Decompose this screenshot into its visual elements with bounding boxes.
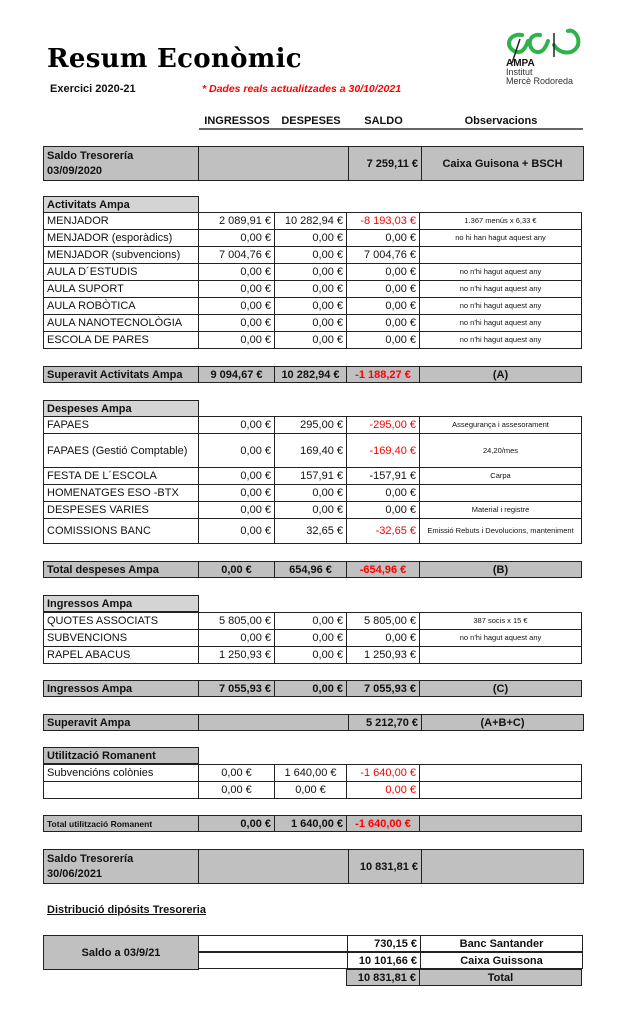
table-row [43, 629, 582, 647]
dist-bank: Caixa Guissona [420, 952, 583, 969]
ampa-logo [500, 25, 590, 95]
col-despeses: DESPESES [281, 115, 341, 127]
dist-total-saldo: 10 831,81 € [346, 969, 420, 986]
row-label: QUOTES ASSOCIATS [43, 612, 199, 630]
table-row [43, 484, 582, 502]
dist-saldo: 730,15 € [347, 935, 421, 952]
section-ingressos: Ingressos Ampa [43, 595, 199, 612]
dist-total-label: Total [419, 969, 582, 986]
despeses-total-row [43, 561, 582, 578]
saldo-inicial-row [43, 146, 584, 181]
dist-empty [198, 935, 348, 952]
row-obs: 1.367 menús x 6,33 € [419, 212, 582, 230]
total-ingressos: 9 094,67 € [198, 366, 275, 383]
row-saldo: -1 640,00 € [346, 764, 420, 782]
row-ingressos: 0,00 € [198, 280, 275, 298]
row-despeses: 0,00 € [274, 229, 347, 247]
row-saldo: 5 805,00 € [346, 612, 420, 630]
dist-saldo: 10 101,66 € [347, 952, 421, 969]
row-saldo: 0,00 € [346, 331, 420, 349]
table-row [43, 246, 582, 264]
distribucio-total-row [346, 969, 582, 986]
row-despeses: 0,00 € [274, 280, 347, 298]
table-row [43, 416, 582, 434]
row-saldo: 0,00 € [346, 263, 420, 281]
table-row [43, 212, 582, 230]
row-despeses: 0,00 € [274, 331, 347, 349]
row-saldo: 0,00 € [346, 280, 420, 298]
saldo-inicial-empty [198, 146, 349, 181]
saldo-inicial-obs: Caixa Guisona + BSCH [421, 146, 584, 181]
row-ingressos: 0,00 € [198, 501, 275, 519]
update-note: * Dades reals actualitzades a 30/10/2021 [202, 83, 402, 95]
total-label: Total despeses Ampa [43, 561, 199, 578]
row-ingressos: 0,00 € [198, 467, 275, 485]
row-obs [419, 646, 582, 664]
superavit-saldo: 5 212,70 € [348, 714, 422, 731]
ingressos-total-row [43, 680, 582, 697]
row-despeses: 295,00 € [274, 416, 347, 434]
total-label: Total utilització Romanent [43, 815, 199, 832]
table-row [43, 433, 582, 468]
row-despeses: 0,00 € [274, 484, 347, 502]
activitats-total-row [43, 366, 582, 383]
row-saldo: -169,40 € [346, 433, 420, 468]
row-obs [419, 764, 582, 782]
row-obs: Carpa [419, 467, 582, 485]
saldo-final-row [43, 849, 584, 884]
row-label: RAPEL ABACUS [43, 646, 199, 664]
distribucio-row [198, 952, 583, 969]
row-despeses: 0,00 € [274, 501, 347, 519]
row-despeses: 32,65 € [274, 518, 347, 544]
superavit-empty [198, 714, 349, 731]
saldo-inicial-value: 7 259,11 € [348, 146, 422, 181]
saldo-inicial-label: Saldo Tresorería 03/09/2020 [43, 146, 199, 181]
table-row [43, 263, 582, 281]
dist-empty [198, 952, 348, 969]
row-label: DESPESES VARIES [43, 501, 199, 519]
superavit-label: Superavit Ampa [43, 714, 199, 731]
logo-ampa: AMPA [506, 58, 535, 69]
row-ingressos: 0,00 € [198, 518, 275, 544]
row-despeses: 0,00 € [274, 781, 347, 799]
total-ingressos: 7 055,93 € [198, 680, 275, 697]
total-saldo: -654,96 € [346, 561, 420, 578]
row-despeses: 0,00 € [274, 612, 347, 630]
row-saldo: -32,65 € [346, 518, 420, 544]
page-title: Resum Econòmic [47, 44, 302, 74]
table-row [43, 501, 582, 519]
row-ingressos: 2 089,91 € [198, 212, 275, 230]
row-ingressos: 0,00 € [198, 764, 275, 782]
logo-school: Mercè Rodoreda [506, 76, 574, 86]
table-row [43, 297, 582, 315]
row-despeses: 10 282,94 € [274, 212, 347, 230]
row-label [43, 781, 199, 799]
distribucio-row [198, 935, 583, 952]
row-obs [419, 484, 582, 502]
row-despeses: 0,00 € [274, 314, 347, 332]
row-saldo: 0,00 € [346, 629, 420, 647]
row-saldo: 1 250,93 € [346, 646, 420, 664]
total-saldo: -1 640,00 € [346, 815, 420, 832]
row-obs: no n'hi hagut aquest any [419, 297, 582, 315]
row-despeses: 1 640,00 € [274, 764, 347, 782]
logo-text [506, 59, 573, 86]
row-label: AULA NANOTECNOLÒGIA [43, 314, 199, 332]
table-row [43, 229, 582, 247]
row-ingressos: 0,00 € [198, 331, 275, 349]
row-ingressos: 0,00 € [198, 629, 275, 647]
row-label: Subvencións colònies [43, 764, 199, 782]
total-saldo: -1 188,27 € [346, 366, 420, 383]
row-obs: no n'hi hagut aquest any [419, 263, 582, 281]
distribucio-title: Distribució dipósits Tresoreria [47, 904, 206, 916]
row-obs [419, 781, 582, 799]
row-saldo: -8 193,03 € [346, 212, 420, 230]
section-activitats: Activitats Ampa [43, 196, 199, 213]
row-despeses: 0,00 € [274, 263, 347, 281]
row-label: FAPAES [43, 416, 199, 434]
row-label: ESCOLA DE PARES [43, 331, 199, 349]
col-ingressos: INGRESSOS [204, 115, 270, 127]
row-obs: Assegurança i assesorament [419, 416, 582, 434]
row-label: SUBVENCIONS [43, 629, 199, 647]
row-saldo: 7 004,76 € [346, 246, 420, 264]
romanent-total-row [43, 815, 582, 832]
total-obs: (A) [419, 366, 582, 383]
dist-bank: Banc Santander [420, 935, 583, 952]
total-ingressos: 0,00 € [198, 561, 275, 578]
col-saldo: SALDO [364, 115, 403, 127]
table-row [43, 280, 582, 298]
row-ingressos: 0,00 € [198, 416, 275, 434]
total-saldo: 7 055,93 € [346, 680, 420, 697]
total-ingressos: 0,00 € [198, 815, 275, 832]
row-saldo: 0,00 € [346, 229, 420, 247]
row-ingressos: 0,00 € [198, 263, 275, 281]
row-ingressos: 0,00 € [198, 433, 275, 468]
row-ingressos: 1 250,93 € [198, 646, 275, 664]
row-obs: no n'hi hagut aquest any [419, 331, 582, 349]
row-saldo: -157,91 € [346, 467, 420, 485]
table-row [43, 467, 582, 485]
table-row [43, 764, 582, 782]
row-despeses: 169,40 € [274, 433, 347, 468]
row-ingressos: 7 004,76 € [198, 246, 275, 264]
saldo-final-empty [198, 849, 349, 884]
row-label: AULA SUPORT [43, 280, 199, 298]
row-obs: no n'hi hagut aquest any [419, 314, 582, 332]
total-despeses: 1 640,00 € [274, 815, 347, 832]
row-label: MENJADOR (subvencions) [43, 246, 199, 264]
row-despeses: 0,00 € [274, 297, 347, 315]
table-row [43, 331, 582, 349]
row-despeses: 0,00 € [274, 246, 347, 264]
row-ingressos: 0,00 € [198, 781, 275, 799]
total-label: Ingressos Ampa [43, 680, 199, 697]
row-ingressos: 0,00 € [198, 297, 275, 315]
logo-institut: Institut [506, 67, 533, 77]
total-despeses: 0,00 € [274, 680, 347, 697]
row-label: AULA ROBÒTICA [43, 297, 199, 315]
table-row [43, 781, 582, 799]
row-saldo: 0,00 € [346, 297, 420, 315]
table-row [43, 518, 582, 544]
row-ingressos: 0,00 € [198, 229, 275, 247]
row-label: MENJADOR [43, 212, 199, 230]
row-despeses: 157,91 € [274, 467, 347, 485]
row-saldo: 0,00 € [346, 781, 420, 799]
row-label: COMISSIONS BANC [43, 518, 199, 544]
saldo-final-label: Saldo Tresorería 30/06/2021 [43, 849, 199, 884]
saldo-final-obs [421, 849, 584, 884]
row-label: HOMENATGES ESO -BTX [43, 484, 199, 502]
row-obs: Material i registre [419, 501, 582, 519]
row-saldo: 0,00 € [346, 314, 420, 332]
total-label: Superavit Activitats Ampa [43, 366, 199, 383]
total-obs: (B) [419, 561, 582, 578]
row-obs: no hi han hagut aquest any [419, 229, 582, 247]
total-obs [419, 815, 582, 832]
table-row [43, 646, 582, 664]
row-ingressos: 0,00 € [198, 484, 275, 502]
row-obs [419, 246, 582, 264]
row-obs: 387 socis x 15 € [419, 612, 582, 630]
row-despeses: 0,00 € [274, 629, 347, 647]
row-saldo: 0,00 € [346, 501, 420, 519]
exercise-label: Exercici 2020-21 [50, 83, 136, 95]
row-obs: 24,20/mes [419, 433, 582, 468]
row-despeses: 0,00 € [274, 646, 347, 664]
col-observacions: Observacions [464, 115, 538, 127]
row-label: MENJADOR (esporàdics) [43, 229, 199, 247]
section-romanent: Utilització Romanent [43, 747, 199, 764]
distribucio-label: Saldo a 03/9/21 [43, 935, 199, 970]
row-saldo: -295,00 € [346, 416, 420, 434]
superavit-ampa-row [43, 714, 584, 731]
total-obs: (C) [419, 680, 582, 697]
row-obs: Emissió Rebuts i Devolucions, manteniment [419, 518, 582, 544]
saldo-final-value: 10 831,81 € [348, 849, 422, 884]
row-obs: no n'hi hagut aquest any [419, 629, 582, 647]
row-obs: no n'hi hagut aquest any [419, 280, 582, 298]
table-row [43, 314, 582, 332]
row-label: FAPAES (Gestió Comptable) [43, 433, 199, 468]
row-ingressos: 0,00 € [198, 314, 275, 332]
header-divider [199, 128, 583, 130]
row-label: AULA D´ESTUDIS [43, 263, 199, 281]
superavit-obs: (A+B+C) [421, 714, 584, 731]
total-despeses: 10 282,94 € [274, 366, 347, 383]
row-label: FESTA DE L´ESCOLA [43, 467, 199, 485]
row-ingressos: 5 805,00 € [198, 612, 275, 630]
section-despeses: Despeses Ampa [43, 400, 199, 417]
table-row [43, 612, 582, 630]
row-saldo: 0,00 € [346, 484, 420, 502]
total-despeses: 654,96 € [274, 561, 347, 578]
